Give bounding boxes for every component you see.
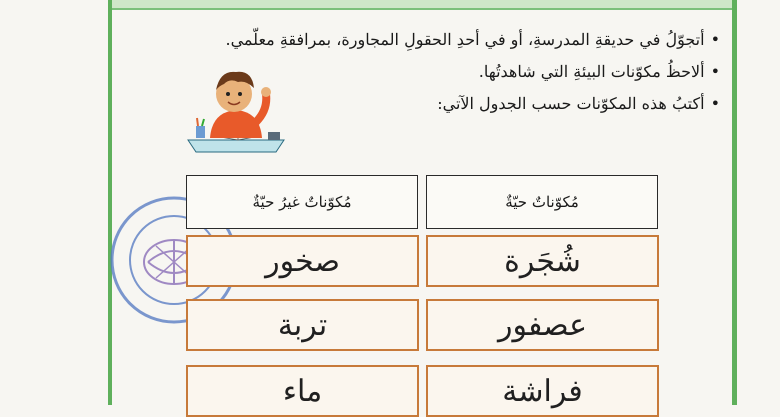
bullet-icon: • [710,30,720,49]
bullet-icon: • [710,94,720,113]
instruction-text: أتجوّلُ في حديقةِ المدرسةِ، أو في أحدِ الحقولِ المجاورة، بمرافقةِ معلّمي. [225,30,705,49]
instructions-list [225,24,720,120]
cell-living-row1: شُجَرة [426,235,659,287]
cell-living-row3: فراشة [426,365,659,417]
instruction-item [300,56,720,88]
page-top-band [112,0,732,10]
header-living-components: مُكوّناتٌ حيّةٌ [426,175,658,229]
instruction-text: ألاحظُ مكوّنات البيئةِ التي شاهدتُها. [478,62,705,81]
cell-nonliving-row1: صخور [186,235,419,287]
student-writing-illustration [186,60,286,160]
cell-living-row2: عصفور [426,299,659,351]
cell-nonliving-row2: تربة [186,299,419,351]
instruction-item [225,24,720,56]
cell-nonliving-row3: ماء [186,365,419,417]
header-nonliving-components: مُكوّناتٌ غيرُ حيّةٌ [186,175,418,229]
instruction-text: أكتبُ هذه المكوّنات حسب الجدول الآتي: [437,94,705,113]
page-right-border [732,0,737,405]
instruction-item [300,88,720,120]
bullet-icon: • [710,62,720,81]
environment-components-table [186,175,658,409]
